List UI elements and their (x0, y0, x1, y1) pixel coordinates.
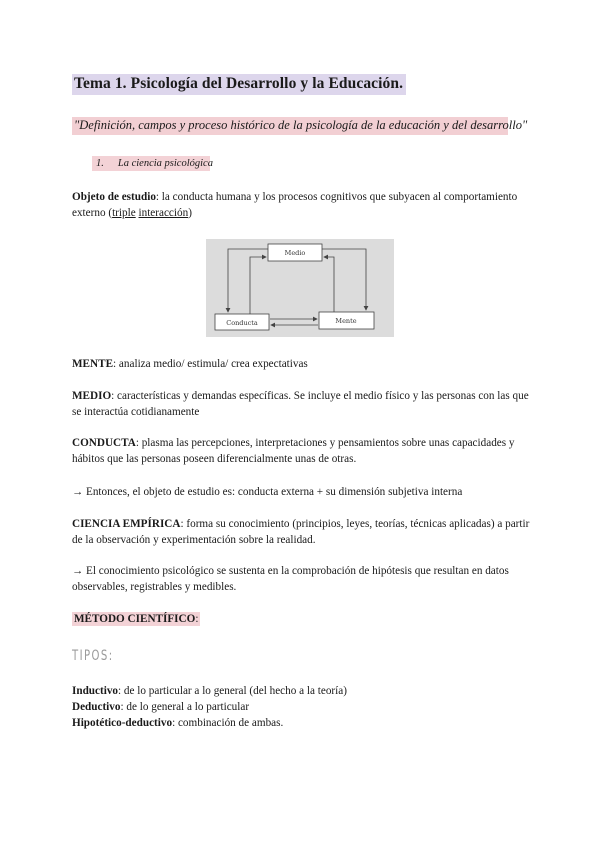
tipo-text: : combinación de ambas. (172, 717, 284, 729)
entonces-paragraph: → Entonces, el objeto de estudio es: conducta externa + su dimensión subjetiva interna (72, 486, 463, 498)
conducta-label: Conducta (226, 319, 258, 327)
mente-text: : analiza medio/ estimula/ crea expectativas (113, 358, 308, 370)
section-heading (92, 156, 213, 171)
conducta-paragraph (72, 435, 532, 467)
medio-paragraph (72, 388, 532, 420)
document-title: Tema 1. Psicología del Desarrollo y la Educación. (72, 74, 406, 95)
list-item (72, 683, 532, 699)
mente-label: Mente (335, 317, 357, 325)
objeto-term: Objeto de estudio (72, 191, 156, 203)
tipo-term: Inductivo (72, 685, 119, 697)
ciencia-paragraph (72, 516, 532, 548)
section-label: La ciencia psicológica (117, 158, 213, 169)
interaccion-link[interactable]: interacción (138, 207, 189, 219)
tipos-heading: TIPOS: (72, 648, 114, 664)
ciencia-term: CIENCIA EMPÍRICA (72, 518, 181, 530)
document-subtitle: "Definición, campos y proceso histórico de la psicología de la educación y del desarrollo" (72, 117, 508, 135)
interaction-diagram (206, 239, 394, 337)
medio-label: Medio (284, 249, 306, 257)
metodo-label: MÉTODO CIENTÍFICO (74, 613, 196, 625)
tipo-term: Hipotético-deductivo (72, 717, 173, 729)
mente-term: MENTE (72, 358, 114, 370)
objeto-text: : la conducta humana y los procesos cognitivos que subyacen al comportamiento externo ( (72, 191, 518, 219)
mente-paragraph (72, 356, 532, 372)
tipo-text: : de lo particular a lo general (del hecho a la teoría) (118, 685, 347, 697)
triple-link[interactable]: triple (112, 207, 136, 219)
tipo-term: Deductivo (72, 701, 121, 713)
tipos-list (72, 683, 532, 731)
objeto-paragraph (72, 189, 532, 221)
list-item (72, 715, 532, 731)
ciencia-text: : forma su conocimiento (principios, leyes, teorías, técnicas aplicadas) a partir de la observación y experimentación sobre la realidad. (72, 518, 530, 546)
objeto-close: ) (188, 207, 192, 219)
medio-term: MEDIO (72, 390, 112, 402)
conducta-text: : plasma las percepciones, interpretaciones y pensamientos sobre unas capacidades y hábitos que las personas poseen diferencialmente unas de otras. (72, 437, 515, 465)
list-item (72, 699, 532, 715)
metodo-colon: : (195, 613, 199, 625)
metodo-heading (72, 612, 200, 626)
medio-text: : características y demandas específicas. Se incluye el medio físico y las personas con las que se interactúa cotidianamente (72, 390, 529, 418)
conducta-term: CONDUCTA (72, 437, 136, 449)
conocimiento-paragraph: → El conocimiento psicológico se sustenta en la comprobación de hipótesis que resultan en datos observables, registrables y medibles. (72, 565, 509, 593)
section-number: 1. (96, 158, 104, 169)
tipo-text: : de lo general a lo particular (120, 701, 250, 713)
